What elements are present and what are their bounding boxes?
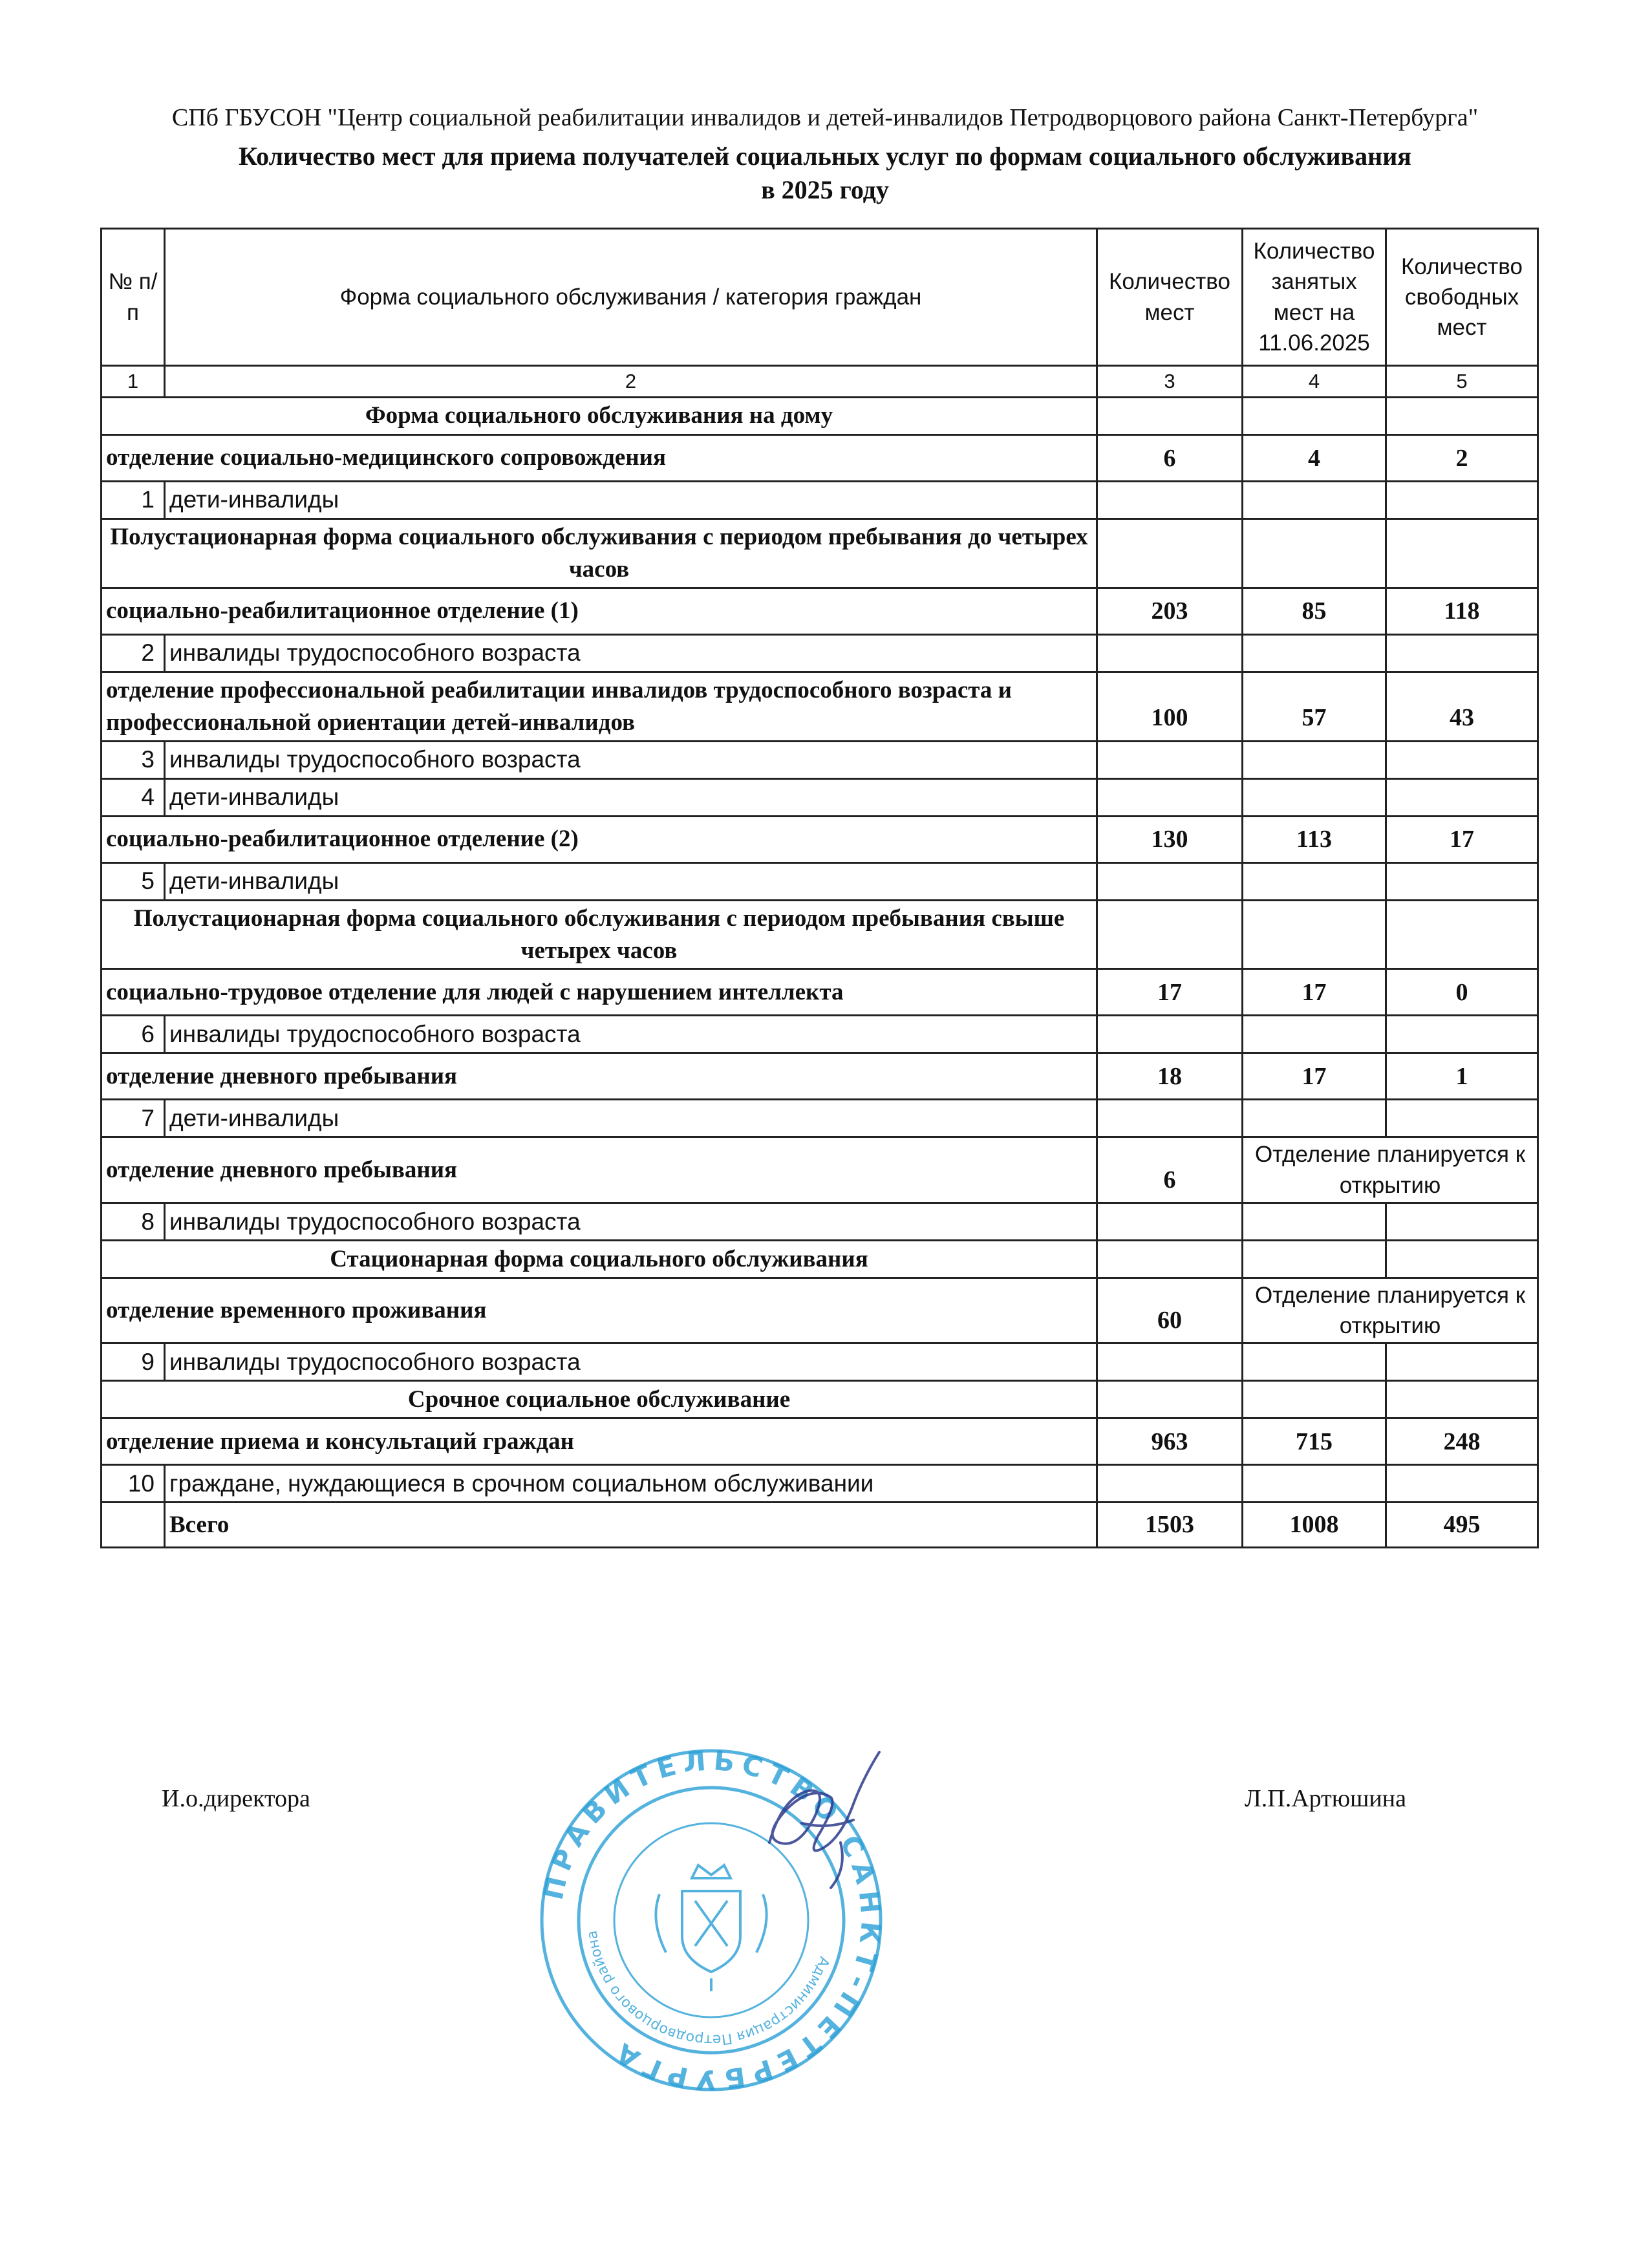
section-title: Форма социального обслуживания на дому <box>102 397 1097 434</box>
occupied-count: 17 <box>1243 969 1386 1016</box>
column-number: 2 <box>165 366 1097 398</box>
empty-cell <box>1386 1465 1538 1503</box>
planned-note: Отделение планируется к открытию <box>1243 1137 1538 1203</box>
places-count: 203 <box>1097 588 1243 634</box>
category-name: дети-инвалиды <box>165 1100 1097 1137</box>
department-row <box>102 1053 1538 1100</box>
empty-cell <box>1097 1465 1243 1503</box>
department-row <box>102 1278 1538 1343</box>
category-row <box>102 1100 1538 1137</box>
places-table <box>100 228 1539 1548</box>
section-row <box>102 1381 1538 1418</box>
empty-cell <box>1243 397 1386 434</box>
empty-cell <box>1386 1016 1538 1053</box>
document-subtitle: в 2025 году <box>761 175 889 204</box>
department-name: социально-реабилитационное отделение (1) <box>102 588 1097 634</box>
empty-cell <box>1243 741 1386 778</box>
header-occupied: Количество занятых мест на 11.06.2025 <box>1243 229 1386 366</box>
places-count: 18 <box>1097 1053 1243 1100</box>
empty-cell <box>1243 481 1386 519</box>
header-no: № п/п <box>102 229 165 366</box>
empty-cell <box>1097 519 1243 588</box>
empty-cell <box>1097 1381 1243 1418</box>
department-name: отделение временного проживания <box>102 1278 1097 1343</box>
category-name: инвалиды трудоспособного возраста <box>165 634 1097 672</box>
empty-cell <box>1243 519 1386 588</box>
section-row <box>102 397 1538 434</box>
empty-cell <box>1097 634 1243 672</box>
row-number: 8 <box>102 1203 165 1240</box>
category-row <box>102 778 1538 816</box>
empty-cell <box>1097 741 1243 778</box>
empty-cell <box>1243 1381 1386 1418</box>
section-title: Полустационарная форма социального обслуживания с периодом пребывания до четырех часов <box>102 519 1097 588</box>
empty-cell <box>1386 741 1538 778</box>
department-name: социально-реабилитационное отделение (2) <box>102 816 1097 862</box>
category-name: дети-инвалиды <box>165 481 1097 519</box>
empty-cell <box>1097 862 1243 900</box>
category-row <box>102 481 1538 519</box>
empty-cell <box>1097 900 1243 969</box>
places-count: 130 <box>1097 816 1243 862</box>
occupied-count: 85 <box>1243 588 1386 634</box>
row-number: 5 <box>102 862 165 900</box>
empty-cell <box>1386 519 1538 588</box>
occupied-count: 113 <box>1243 816 1386 862</box>
signer-name: Л.П.Артюшина <box>1245 1785 1406 1812</box>
row-number: 4 <box>102 778 165 816</box>
column-number: 5 <box>1386 366 1538 398</box>
empty-cell <box>1243 862 1386 900</box>
empty-cell <box>1243 1100 1386 1137</box>
section-title: Срочное социальное обслуживание <box>102 1381 1097 1418</box>
places-count: 963 <box>1097 1418 1243 1465</box>
stamp-outer-text: ПРАВИТЕЛЬСТВО САНКТ-ПЕТЕРБУРГА <box>537 1744 887 2096</box>
category-name: инвалиды трудоспособного возраста <box>165 1203 1097 1240</box>
empty-cell <box>1097 1016 1243 1053</box>
department-name: отделение профессиональной реабилитации инвалидов трудоспособного возраста и профессиональной ориентации детей-инвалидов <box>102 672 1097 741</box>
column-number-row <box>102 366 1538 398</box>
empty-cell <box>1097 1343 1243 1381</box>
empty-cell <box>1386 1100 1538 1137</box>
empty-cell <box>1386 634 1538 672</box>
column-number: 1 <box>102 366 165 398</box>
empty-cell <box>1386 1343 1538 1381</box>
empty-cell <box>1386 1381 1538 1418</box>
empty-cell <box>1243 778 1386 816</box>
header-form: Форма социального обслуживания / категория граждан <box>165 229 1097 366</box>
department-row <box>102 969 1538 1016</box>
empty-cell <box>1243 900 1386 969</box>
section-row <box>102 900 1538 969</box>
empty-cell <box>1386 778 1538 816</box>
category-row <box>102 862 1538 900</box>
empty-cell <box>1243 634 1386 672</box>
category-row <box>102 1465 1538 1503</box>
category-name: инвалиды трудоспособного возраста <box>165 1343 1097 1381</box>
department-row <box>102 588 1538 634</box>
empty-cell <box>1243 1240 1386 1278</box>
free-count: 248 <box>1386 1418 1538 1465</box>
category-row <box>102 1203 1538 1240</box>
empty-cell <box>1386 397 1538 434</box>
total-places: 1503 <box>1097 1503 1243 1548</box>
department-row <box>102 672 1538 741</box>
empty-cell <box>1097 778 1243 816</box>
empty-cell <box>1386 1203 1538 1240</box>
empty-cell <box>1243 1016 1386 1053</box>
row-number: 9 <box>102 1343 165 1381</box>
empty-cell <box>1097 1240 1243 1278</box>
row-number: 7 <box>102 1100 165 1137</box>
header-free: Количество свободных мест <box>1386 229 1538 366</box>
section-title: Полустационарная форма социального обслуживания с периодом пребывания свыше четырех часов <box>102 900 1097 969</box>
places-count: 6 <box>1097 434 1243 481</box>
empty-cell <box>1097 1203 1243 1240</box>
signer-role: И.о.директора <box>162 1785 310 1812</box>
occupied-count: 17 <box>1243 1053 1386 1100</box>
free-count: 43 <box>1386 672 1538 741</box>
places-count: 6 <box>1097 1137 1243 1203</box>
section-title: Стационарная форма социального обслуживания <box>102 1240 1097 1278</box>
organization-name: СПб ГБУСОН "Центр социальной реабилитации инвалидов и детей-инвалидов Петродворцового района Санкт-Петербурга" <box>171 104 1479 131</box>
occupied-count: 715 <box>1243 1418 1386 1465</box>
row-number: 10 <box>102 1465 165 1503</box>
empty-cell <box>1386 900 1538 969</box>
empty-cell <box>1097 481 1243 519</box>
free-count: 17 <box>1386 816 1538 862</box>
section-row <box>102 519 1538 588</box>
total-occupied: 1008 <box>1243 1503 1386 1548</box>
department-name: отделение дневного пребывания <box>102 1053 1097 1100</box>
header-places: Количество мест <box>1097 229 1243 366</box>
stamp-inner-text: Администрация Петродворцового района <box>584 1929 833 2048</box>
occupied-count: 57 <box>1243 672 1386 741</box>
section-row <box>102 1240 1538 1278</box>
empty-cell <box>1386 1240 1538 1278</box>
category-name: дети-инвалиды <box>165 862 1097 900</box>
occupied-count: 4 <box>1243 434 1386 481</box>
places-count: 17 <box>1097 969 1243 1016</box>
department-name: отделение приема и консультаций граждан <box>102 1418 1097 1465</box>
department-row <box>102 1137 1538 1203</box>
document-title: Количество мест для приема получателей социальных услуг по формам социального обслуживания <box>239 142 1411 171</box>
department-row <box>102 434 1538 481</box>
empty-cell <box>1243 1465 1386 1503</box>
places-count: 60 <box>1097 1278 1243 1343</box>
empty-cell <box>1097 1100 1243 1137</box>
category-row <box>102 1343 1538 1381</box>
empty-cell <box>1243 1203 1386 1240</box>
row-number: 2 <box>102 634 165 672</box>
total-row <box>102 1503 1538 1548</box>
places-count: 100 <box>1097 672 1243 741</box>
free-count: 2 <box>1386 434 1538 481</box>
department-row <box>102 1418 1538 1465</box>
empty-cell <box>1097 397 1243 434</box>
category-name: инвалиды трудоспособного возраста <box>165 741 1097 778</box>
row-number: 6 <box>102 1016 165 1053</box>
free-count: 1 <box>1386 1053 1538 1100</box>
column-number: 4 <box>1243 366 1386 398</box>
handwritten-signature <box>744 1746 912 1894</box>
column-number: 3 <box>1097 366 1243 398</box>
row-number: 3 <box>102 741 165 778</box>
category-row <box>102 1016 1538 1053</box>
planned-note: Отделение планируется к открытию <box>1243 1278 1538 1343</box>
category-row <box>102 634 1538 672</box>
department-name: отделение дневного пребывания <box>102 1137 1097 1203</box>
table-header-row <box>102 229 1538 366</box>
department-row <box>102 816 1538 862</box>
department-name: отделение социально-медицинского сопровождения <box>102 434 1097 481</box>
category-name: инвалиды трудоспособного возраста <box>165 1016 1097 1053</box>
free-count: 0 <box>1386 969 1538 1016</box>
free-count: 118 <box>1386 588 1538 634</box>
total-free: 495 <box>1386 1503 1538 1548</box>
empty-cell <box>1386 481 1538 519</box>
empty-cell <box>1386 862 1538 900</box>
department-name: социально-трудовое отделение для людей с нарушением интеллекта <box>102 969 1097 1016</box>
empty-cell <box>102 1503 165 1548</box>
total-label: Всего <box>165 1503 1097 1548</box>
category-name: дети-инвалиды <box>165 778 1097 816</box>
category-row <box>102 741 1538 778</box>
row-number: 1 <box>102 481 165 519</box>
category-name: граждане, нуждающиеся в срочном социальном обслуживании <box>165 1465 1097 1503</box>
empty-cell <box>1243 1343 1386 1381</box>
